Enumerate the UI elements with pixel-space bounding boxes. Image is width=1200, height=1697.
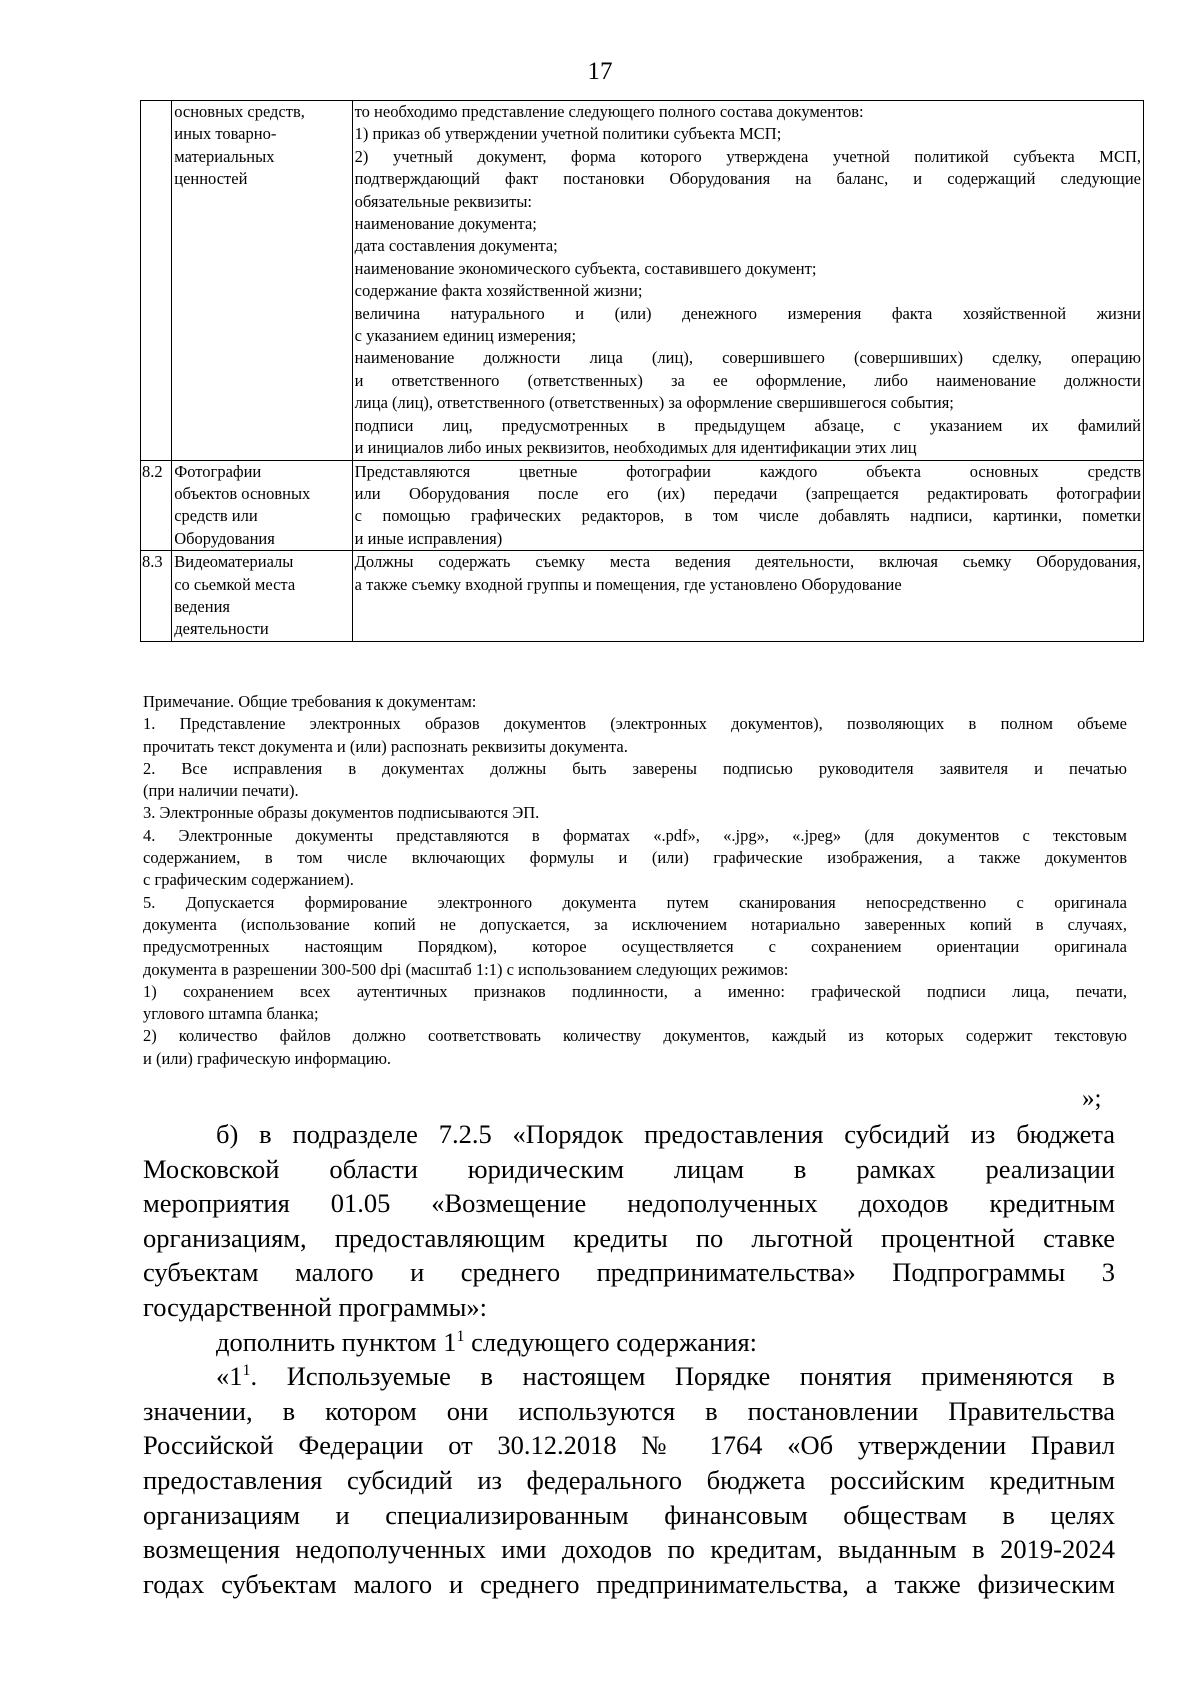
document-name-line: иных товарно- [174, 124, 277, 144]
supplement-sup: 1 [456, 1327, 465, 1345]
requirement-cell [352, 460, 1143, 551]
requirement-line: с помощью графических редакторов, в том числе добавлять надписи, картинки, пометки [354, 506, 1141, 526]
requirement-line: с указанием единиц измерения; [354, 326, 577, 346]
paragraph-line: мероприятия 01.05 «Возмещение недополученных доходов кредитным [143, 1188, 1115, 1219]
note-line: прочитать текст документа и (или) распознать реквизиты документа. [143, 736, 628, 756]
note-line: (при наличии печати). [143, 781, 299, 801]
document-name-line: материальных [174, 146, 275, 166]
clause-line: годах субъектам малого и среднего предпринимательства, а также физическим [143, 1568, 1115, 1599]
requirement-cell [352, 551, 1143, 642]
requirement-line: наименование должности лица (лиц), совершившего (совершивших) сделку, операцию [354, 348, 1141, 368]
requirement-line: то необходимо представление следующего полного состава документов: [354, 102, 864, 121]
document-name-line: основных средств, [174, 102, 305, 121]
clause-prefix: «1 [216, 1361, 243, 1392]
document-name-line: со сьемкой места [174, 574, 296, 594]
document-name-cell [172, 551, 352, 642]
requirement-line: и иные исправления) [354, 528, 503, 548]
row-number: 8.3 [141, 551, 172, 642]
requirement-line: подписи лиц, предусмотренных в предыдущем абзаце, с указанием их фамилий [354, 415, 1141, 435]
requirement-line: подтверждающий факт постановки Оборудования на баланс, и содержащий следующие [354, 169, 1141, 189]
paragraph-line: организациям, предоставляющим кредиты по льготной процентной ставке [143, 1222, 1115, 1253]
table-row [141, 551, 1144, 642]
note-line: 4. Электронные документы представляются в форматах «.pdf», «.jpg», «.jpeg» (для документов с текстовым [143, 825, 1127, 845]
note-line: 2. Все исправления в документах должны быть заверены подписью руководителя заявителя и печатью [143, 758, 1127, 778]
note-line: углового штампа бланка; [143, 1004, 319, 1024]
requirement-line: а также съемку входной группы и помещения, где установлено Оборудование [354, 574, 902, 594]
note-line: документа (использование копий не допускается, за исключением нотариально заверенных копий в случаях, [143, 914, 1127, 934]
clause-line: организациям и специализированным финансовым обществам в целях [143, 1499, 1115, 1530]
note-line: документа в разрешении 300-500 dpi (масштаб 1:1) с использованием следующих режимов: [143, 959, 789, 979]
notes-section [143, 691, 1127, 1070]
requirement-line: наименование документа; [354, 214, 537, 234]
requirement-line: Представляются цветные фотографии каждого объекта основных средств [354, 461, 1141, 481]
note-line: с графическим содержанием). [143, 870, 354, 890]
note-line: 5. Допускается формирование электронного документа путем сканирования непосредственно с оригинала [143, 892, 1127, 912]
paragraph-b [143, 1117, 1115, 1325]
clause-line: возмещения недополученных ими доходов по кредитам, выданным в 2019-2024 [143, 1534, 1115, 1565]
page-number: 17 [587, 58, 613, 85]
paragraph-line: Московской области юридическим лицам в рамках реализации [143, 1153, 1115, 1184]
requirement-line: Должны содержать съемку места ведения деятельности, включая сьемку Оборудования, [354, 552, 1141, 572]
paragraph-line: государственной программы»: [143, 1291, 488, 1322]
requirement-line: лица (лиц), ответственного (ответственных) за оформление свершившегося события; [354, 393, 954, 413]
clause-rest: . Используемые в настоящем Порядке понятия применяются в [250, 1361, 1115, 1392]
supplement-line [143, 1325, 1115, 1360]
clause-sup: 1 [242, 1362, 251, 1380]
paragraph-line: б) в подразделе 7.2.5 «Порядок предоставления субсидий из бюджета [216, 1119, 1115, 1149]
document-name-line: деятельности [174, 619, 269, 639]
table-row [141, 460, 1144, 551]
row-number: 8.2 [141, 460, 172, 551]
requirement-cell [352, 101, 1143, 461]
note-line: Примечание. Общие требования к документам: [143, 692, 477, 711]
requirement-line: и ответственного (ответственных) за ее оформление, либо наименование должности [354, 370, 1141, 390]
requirement-line: дата составления документа; [354, 236, 558, 256]
document-name-line: ведения [174, 596, 231, 616]
supplement-text: дополнить пунктом 1 [216, 1326, 457, 1357]
document-name-line: Фотографии [174, 461, 262, 481]
note-line: 2) количество файлов должно соответствовать количеству документов, каждый из которых содержит текстовую [143, 1026, 1127, 1046]
closing-quote: »; [1082, 1085, 1102, 1112]
requirement-line: обязательные реквизиты: [354, 191, 533, 211]
document-name-cell [172, 460, 352, 551]
requirement-line: и инициалов либо иных реквизитов, необходимых для идентификации этих лиц [354, 438, 917, 458]
requirement-line: величина натурального и (или) денежного измерения факта хозяйственной жизни [354, 303, 1141, 323]
clause-first-line [143, 1359, 1115, 1394]
requirement-line: наименование экономического субъекта, составившего документ; [354, 258, 817, 278]
requirement-line: или Оборудования после его (их) передачи (запрещается редактировать фотографии [354, 483, 1141, 503]
table-row [141, 101, 1144, 461]
supplement-text-end: следующего содержания: [464, 1326, 758, 1357]
document-name-line: Видеоматериалы [174, 552, 294, 572]
document-name-line: ценностей [174, 169, 248, 189]
clause-paragraph [143, 1394, 1115, 1602]
body-text [143, 1117, 1115, 1601]
note-line: содержанием, в том числе включающих формулы и (или) графические изображения, а также документов [143, 848, 1127, 868]
requirement-line: 1) приказ об утверждении учетной политики субъекта МСП; [354, 124, 782, 144]
requirement-line: содержание факта хозяйственной жизни; [354, 281, 643, 301]
clause-line: Российской Федерации от 30.12.2018 № 1764 «Об утверждении Правил [143, 1430, 1115, 1461]
document-name-line: Оборудования [174, 528, 275, 548]
requirement-line: 2) учетный документ, форма которого утверждена учетной политикой субъекта МСП, [354, 146, 1141, 166]
note-line: 1) сохранением всех аутентичных признаков подлинности, а именно: графической подписи лица, печати, [143, 981, 1127, 1001]
document-name-line: объектов основных [174, 483, 311, 503]
clause-line: предоставления субсидий из федерального бюджета российским кредитным [143, 1464, 1115, 1495]
note-line: 3. Электронные образы документов подписываются ЭП. [143, 803, 540, 823]
paragraph-line: субъектам малого и среднего предпринимательства» Подпрограммы 3 [143, 1257, 1115, 1288]
clause-line: значении, в котором они используются в постановлении Правительства [143, 1395, 1115, 1426]
document-name-line: средств или [174, 506, 258, 526]
document-name-cell [172, 101, 352, 461]
requirements-table [140, 100, 1144, 642]
note-line: предусмотренных настоящим Порядком), которое осуществляется с сохранением ориентации оригинала [143, 937, 1127, 957]
note-line: 1. Представление электронных образов документов (электронных документов), позволяющих в полном объеме [143, 714, 1127, 734]
row-number [141, 101, 172, 461]
note-line: и (или) графическую информацию. [143, 1048, 392, 1068]
